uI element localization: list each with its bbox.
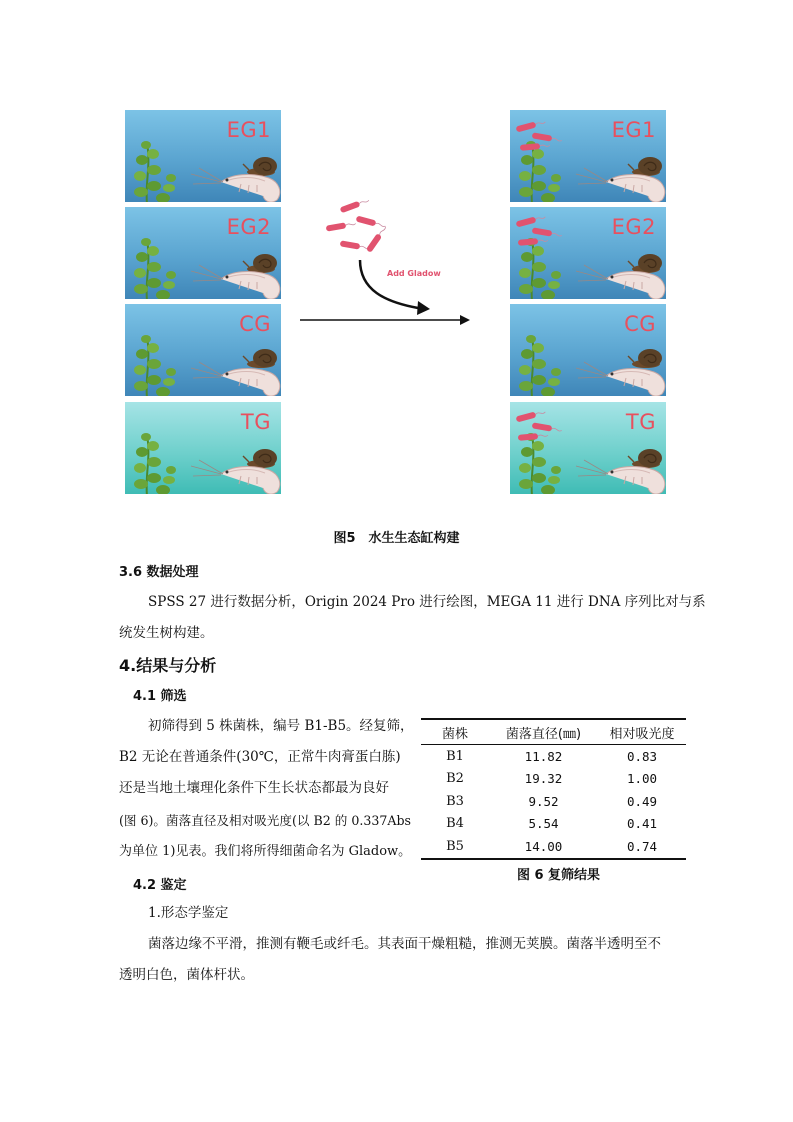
table-cell: 0.41	[626, 816, 658, 832]
section-4-1-line: 还是当地土壤理化条件下生长状态都最为良好	[119, 780, 389, 796]
table-cell: 19.32	[524, 771, 563, 787]
tank-left-tg	[125, 402, 281, 494]
table-header: 菌株	[421, 719, 489, 745]
tank-label: TG	[625, 410, 656, 434]
table-cell: B4	[446, 816, 464, 832]
section-4-1-line: 初筛得到 5 株菌株，编号 B1-B5。经复筛，	[148, 718, 414, 734]
section-4-2-line1: 菌落边缘不平滑，推测有鞭毛或纤毛。其表面干燥粗糙，推测无荚膜。菌落半透明至不	[148, 936, 661, 952]
section-3-6-line1: SPSS 27 进行数据分析，Origin 2024 Pro 进行绘图，MEGA 11 进行 DNA 序列比对与系	[148, 594, 706, 610]
table-cell: B1	[446, 748, 464, 764]
figure-5	[0, 0, 793, 520]
section-4-1-line: B2 无论在普通条件(30℃，正常牛肉膏蛋白胨)	[119, 749, 401, 765]
table-header: 相对吸光度	[598, 719, 686, 745]
table-row	[421, 813, 686, 836]
section-4-2-item: 1.形态学鉴定	[148, 905, 229, 921]
table-row	[421, 835, 686, 859]
table-cell: 0.74	[598, 835, 686, 859]
tank-right-cg	[510, 304, 666, 396]
table-cell: B5	[421, 835, 489, 859]
add-gladow-diagram	[300, 190, 490, 340]
section-3-6-heading: 3.6 数据处理	[119, 565, 199, 580]
tank-label: TG	[240, 410, 271, 434]
section-4-1-line: 为单位 1)见表。我们将所得细菌命名为 Gladow。	[119, 844, 412, 859]
tank-label: CG	[624, 312, 656, 336]
table-cell: 5.54	[528, 816, 559, 832]
table-cell: 0.49	[626, 793, 658, 809]
tank-right-eg2	[510, 207, 666, 299]
tank-right-tg	[510, 402, 666, 494]
tank-left-eg2	[125, 207, 281, 299]
tank-right-eg1	[510, 110, 666, 202]
figure-6-caption: 图 6 复筛结果	[516, 868, 601, 883]
table-cell: 11.82	[524, 748, 563, 764]
table-row	[421, 768, 686, 791]
add-gladow-label: Add Gladow	[387, 269, 441, 278]
tank-left-eg1	[125, 110, 281, 202]
table-cell: 14.00	[489, 835, 598, 859]
table-cell: 9.52	[528, 793, 559, 809]
table-cell: 0.83	[626, 748, 658, 764]
tank-left-cg	[125, 304, 281, 396]
section-3-6-line2: 统发生树构建。	[119, 625, 214, 641]
table-cell: B3	[446, 793, 464, 809]
section-4-heading: 4.结果与分析	[119, 656, 217, 675]
table-header-row	[421, 719, 686, 745]
table-cell: B2	[446, 771, 464, 787]
tank-label: EG2	[226, 215, 271, 239]
table-cell: 1.00	[626, 771, 658, 787]
section-4-1-heading: 4.1 筛选	[133, 689, 187, 704]
tank-label: CG	[239, 312, 271, 336]
rescreen-results-table	[421, 718, 686, 860]
tank-label: EG2	[611, 215, 656, 239]
tank-label: EG1	[611, 118, 656, 142]
table-row	[421, 790, 686, 813]
figure-5-caption: 图5 水生生态缸构建	[333, 531, 460, 546]
section-4-2-line2: 透明白色，菌体杆状。	[119, 967, 254, 983]
table-row	[421, 745, 686, 768]
section-4-1-line: (图 6)。菌落直径及相对吸光度(以 B2 的 0.337Abs	[119, 813, 412, 828]
tank-label: EG1	[226, 118, 271, 142]
section-4-2-heading: 4.2 鉴定	[133, 878, 187, 893]
table-header: 菌落直径(㎜)	[489, 719, 598, 745]
